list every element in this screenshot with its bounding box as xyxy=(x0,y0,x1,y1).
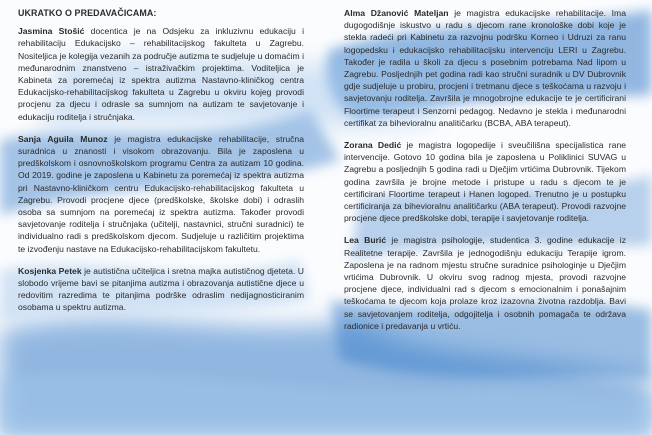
speaker-bio: je magistra edukacijske rehabilitacije, stručna suradnica u znanosti i visokom obrazovanju. Bila je zaposlena u predškolskom i osnovnoškolskom programu Centra za autizam 10 godina. Od 2019. godine je zaposlena u Kabinetu za poremećaj iz spektra autizma pri Nastavno-kliničkom centru Edukacijsko-rehabilitacijskog fakulteta u Zagrebu. Provodi procjene djece (predškolske, školske dobi) i odraslih osoba sa sumnjom na poremećaj iz spektra autizma. Također provodi savjetovanje roditelja i stručnjaka (učitelji, nastavnici, stručni suradnici) te individualno radi s predškolskom djecom. Sudjeluje u različitim projektima te izvođenju nastave na Edukacijsko-rehabilitacijskom fakultetu. xyxy=(18,133,304,254)
speaker-bio: je magistra logopedije i sveučilišna specijalistica rane intervencije. Gotovo 10 godina bila je zaposlena u Poliklinici SUVAG u Zagrebu a posljednjih 5 godina radi u Dječjim vrtićima Dubrovnik. Tijekom godina završila je brojne metode i pristupe u radu s djecom te je certificirani Floortime terapeut i Hanen logoped. Trenutno je u postupku certificiranja za bihevioralnu analitičarku (ABA terapeut). Provodi razvojne procjene djece predškolske dobi, terapije i savjetovanje roditelja. xyxy=(344,140,626,224)
bio-lea-buric xyxy=(344,234,626,332)
section-heading: UKRATKO O PREDAVAČICAMA: xyxy=(18,8,157,18)
speaker-bio: docentica je na Odsjeku za inkluzivnu edukaciju i rehabilitaciju Edukacijsko – rehabilitacijskog fakulteta u Zagrebu. Nositeljica je kolegija vezanih za područje autizma te sudjeluje u domaćim i međunarodnim znanstveno – istraživačkim projektima. Voditeljica je Kabineta za poremećaj iz spektra autizma Nastavno-kliničkog centra Edukacijsko-rehabilitacijskog fakulteta u Zagrebu u okviru kojeg provodi procjenu za djecu i odrasle sa sumnjom na autizam te savjetovanje i edukaciju roditelja i stručnjaka. xyxy=(18,26,304,122)
speaker-bio: je autistična učiteljica i sretna majka autističnog djeteta. U slobodo vrijeme bavi se pitanjima autizma i obrazovanja autistične djece u redovitim razredima te pitanjima podrške odraslim nedijagnosticiranim osobama u spektru autizma. xyxy=(18,265,305,313)
speaker-name: Kosjenka Petek xyxy=(18,265,82,276)
bio-alma-dzanovic-mateljan xyxy=(344,7,626,129)
bio-sanja-aguila-munoz xyxy=(18,133,304,255)
right-column xyxy=(344,7,626,342)
bio-zorana-dedic xyxy=(344,139,626,224)
bio-jasmina-stosic xyxy=(18,25,304,123)
left-column xyxy=(18,7,304,324)
bio-kosjenka-petek xyxy=(18,265,304,314)
speaker-name: Jasmina Stošić xyxy=(18,26,85,37)
speaker-bio: je magistra psihologije, studentica 3. godine edukacije iz Realitetne terapije. Završila je jednogodišnju edukaciju Terapije igrom. Zaposlena je na radnom mjestu stručne suradnice psihologinje u Dječjim vrtićima Dubrovnik. U okviru svog radnog mjesta, provodi razvojne procjene djece, individualni rad s djecom s emocionalnim i ponašajnim teškoćama te djecom koja prolaze kroz izazovna životna razdoblja. Bavi se savjetovanjem roditelja, odgojitelja i osobnih pomagača te održava radionice i predavanja u vrtiću. xyxy=(344,235,627,331)
speaker-name: Lea Burić xyxy=(344,235,387,246)
speaker-name: Alma Džanović Mateljan xyxy=(344,8,449,18)
speaker-name: Zorana Dedić xyxy=(344,140,402,151)
speaker-name: Sanja Aguila Munoz xyxy=(18,133,108,144)
speaker-bio: je magistra edukacijske rehabilitacije. Ima dugogodišnje iskustvo u radu s djecom rane kronološke dobi koje je stekla radeći pri Kabinetu za razvojnu podršku Korneo i Udruzi za ranu logopedsku i edukacijsko rehabilitacijsku intervenciju LERI u Zagrebu. Također je radila u školi za djecu s posebnim potrebama Nad lipom u Zagrebu. Posljednjih pet godina radi kao stručni suradnik u DV Dubrovnik gdje sudjeluje u probiru, procjeni i tretmanu djece s teškoćama u razvoju i savjetovanju roditelja. Završila je mnogobrojne edukacije te je certificirani Floortime terapeut i Senzorni pedagog. Nedavno je stekla i međunarodni certifikat za bihevioralnu analitičarku (BCBA, ABA terapeut). xyxy=(344,8,626,128)
